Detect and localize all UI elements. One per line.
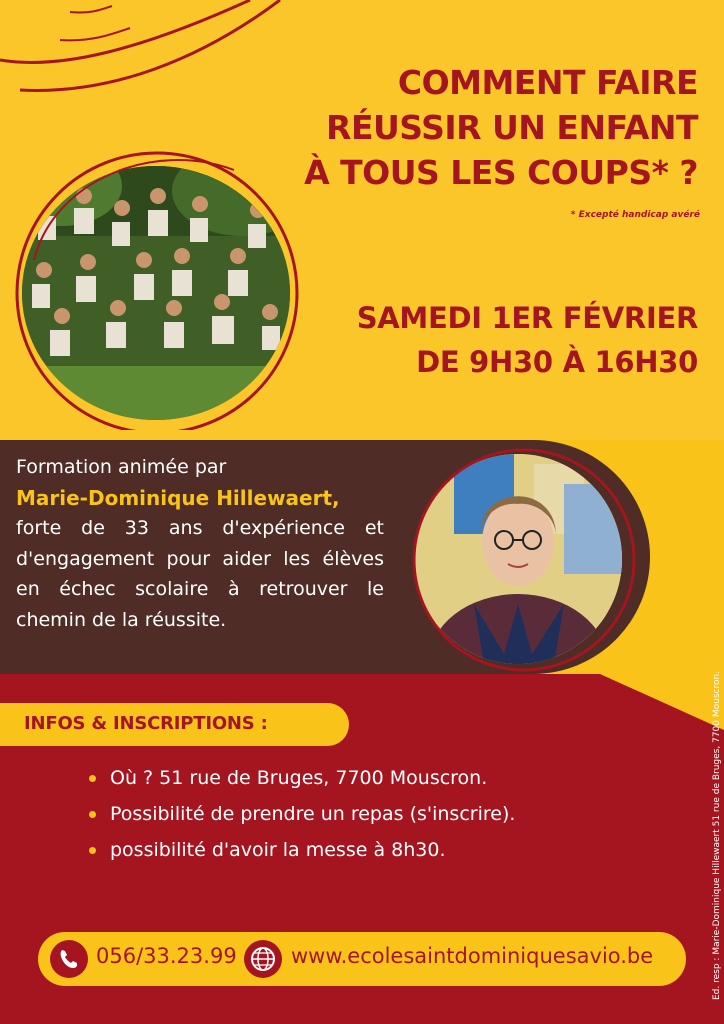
infos-label: INFOS & INSCRIPTIONS : xyxy=(24,713,268,734)
headline xyxy=(258,60,698,195)
trainer-name: Marie-Dominique Hillewaert, xyxy=(16,485,340,510)
list-item xyxy=(86,760,515,796)
event-date xyxy=(357,296,698,384)
date-line-2: DE 9H30 À 16H30 xyxy=(416,345,698,379)
info-list xyxy=(86,760,515,868)
date-line-1: SAMEDI 1ER FÉVRIER xyxy=(356,301,698,335)
footnote: * Excepté handicap avéré xyxy=(570,210,700,220)
decorative-swirl xyxy=(0,0,300,110)
headline-line-3: À TOUS LES COUPS* ? xyxy=(304,153,698,192)
list-item xyxy=(86,832,515,868)
list-item-text: possibilité d'avoir la messe à 8h30. xyxy=(110,839,446,861)
bullet-dot xyxy=(89,775,96,782)
headline-line-1: COMMENT FAIRE xyxy=(397,63,698,102)
list-item-text: Où ? 51 rue de Bruges, 7700 Mouscron. xyxy=(110,767,488,789)
bio-lead: Formation animée par xyxy=(16,456,227,478)
phone-number[interactable]: 056/33.23.99 xyxy=(96,944,237,968)
list-item-text: Possibilité de prendre un repas (s'inscrire). xyxy=(110,803,516,825)
list-item xyxy=(86,796,515,832)
photo-ring xyxy=(14,140,304,430)
headline-line-2: RÉUSSIR UN ENFANT xyxy=(326,108,698,147)
bio-text: forte de 33 ans d'expérience et d'engagement pour aider les élèves en échec scolaire à retrouver le chemin de la réussite. xyxy=(16,517,384,631)
publisher-note: Ed. resp : Marie-Dominique Hillewaert 51 rue de Bruges, 7700 Mouscron. xyxy=(712,670,722,1000)
trainer-bio xyxy=(16,452,384,635)
yellow-wedge xyxy=(600,640,724,730)
website-link[interactable]: www.ecolesaintdominiquesavio.be xyxy=(291,944,654,968)
phone-icon xyxy=(50,940,88,978)
globe-icon xyxy=(244,940,282,978)
bullet-dot xyxy=(89,847,96,854)
bullet-dot xyxy=(89,811,96,818)
